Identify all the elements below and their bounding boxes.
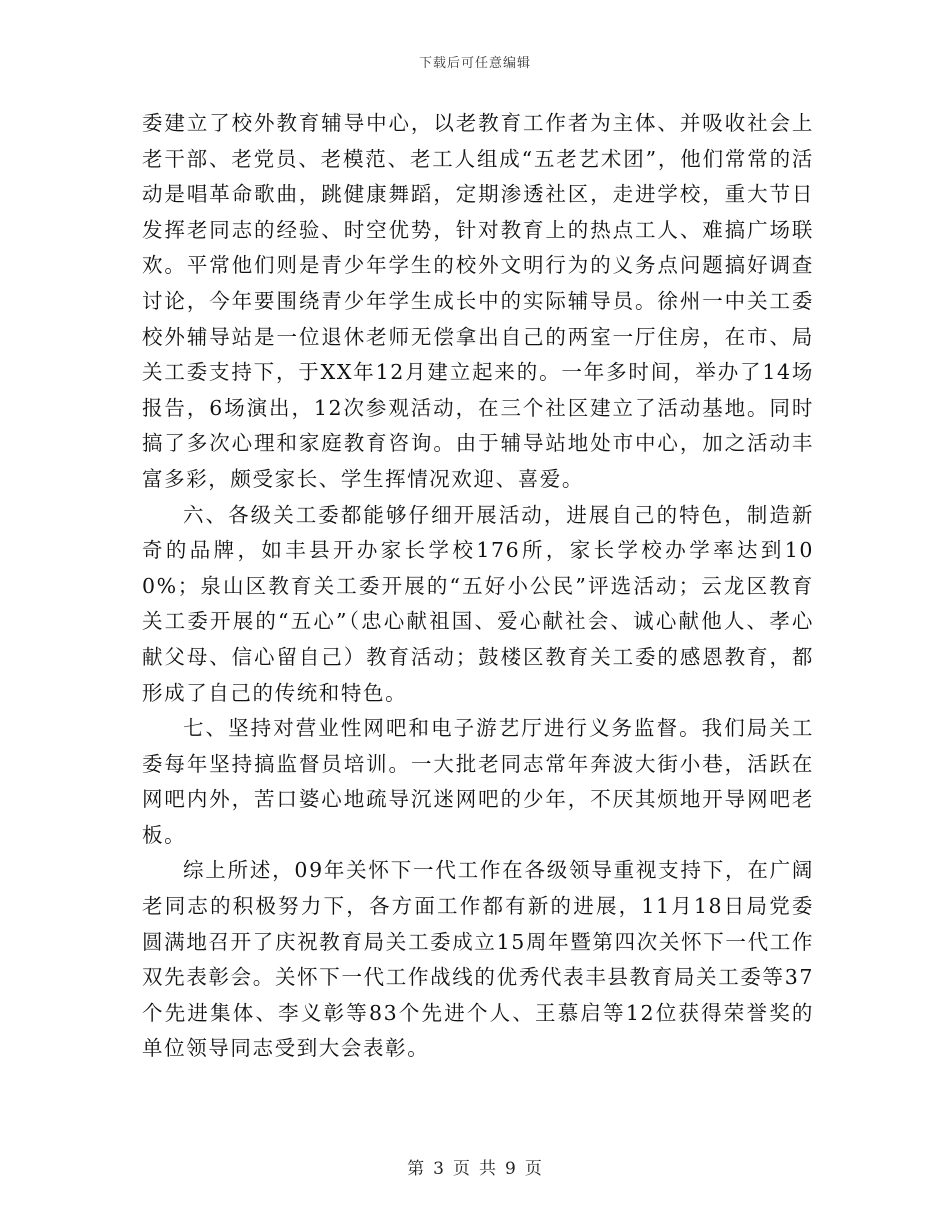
page-footer [0,1154,950,1179]
footer-prefix: 第 [407,1159,426,1179]
document-body [142,106,814,1067]
paragraph-4: 综上所述，09年关怀下一代工作在各级领导重视支持下，在广阔老同志的积极努力下，各方面工作都有新的进展，11月18日局党委圆满地召开了庆祝教育局关工委成立15周年暨第四次关怀下一代工作双先表彰会。关怀下一代工作战线的优秀代表丰县教育局关工委等37个先进集体、李义彰等83个先进个人、王慕启等12位获得荣誉奖的单位领导同志受到大会表彰。 [142,858,814,1061]
paragraph-3: 七、坚持对营业性网吧和电子游艺厅进行义务监督。我们局关工委每年坚持搞监督员培训。一大批老同志常年奔波大街小巷，活跃在网吧内外，苦口婆心地疏导沉迷网吧的少年，不厌其烦地开导网吧老板。 [142,716,814,847]
footer-total-pages: 9 [505,1159,517,1179]
footer-total-word: 共 [479,1159,497,1179]
header-note: 下载后可任意编辑 [418,56,531,71]
footer-suffix: 页 [524,1159,543,1179]
paragraph-1: 委建立了校外教育辅导中心，以老教育工作者为主体、并吸收社会上老干部、老党员、老模范、老工人组成“五老艺术团”，他们常常的活动是唱革命歌曲，跳健康舞蹈，定期渗透社区，走进学校，重大节日发挥老同志的经验、时空优势，针对教育上的热点工人、难搞广场联欢。平常他们则是青少年学生的校外文明行为的义务点问题搞好调查讨论，今年要围绕青少年学生成长中的实际辅导员。徐州一中关工委校外辅导站是一位退休老师无偿拿出自己的两室一厅住房，在市、局关工委支持下，于XX年12月建立起来的。一年多时间，举办了14场报告，6场演出，12次参观活动，在三个社区建立了活动基地。同时搞了多次心理和家庭教育咨询。由于辅导站地处市中心，加之活动丰富多彩，颇受家长、学生挥情况欢迎、喜爱。 [142,111,814,491]
footer-page-word: 页 [453,1159,471,1179]
footer-current-page: 3 [433,1159,445,1179]
paragraph-2: 六、各级关工委都能够仔细开展活动，进展自己的特色，制造新奇的品牌，如丰县开办家长学校176所，家长学校办学率达到100%；泉山区教育关工委开展的“五好小公民”评选活动；云龙区教育关工委开展的“五心”（忠心献祖国、爱心献社会、诚心献他人、孝心献父母、信心留自己）教育活动；鼓楼区教育关工委的感恩教育，都形成了自己的传统和特色。 [142,502,814,705]
